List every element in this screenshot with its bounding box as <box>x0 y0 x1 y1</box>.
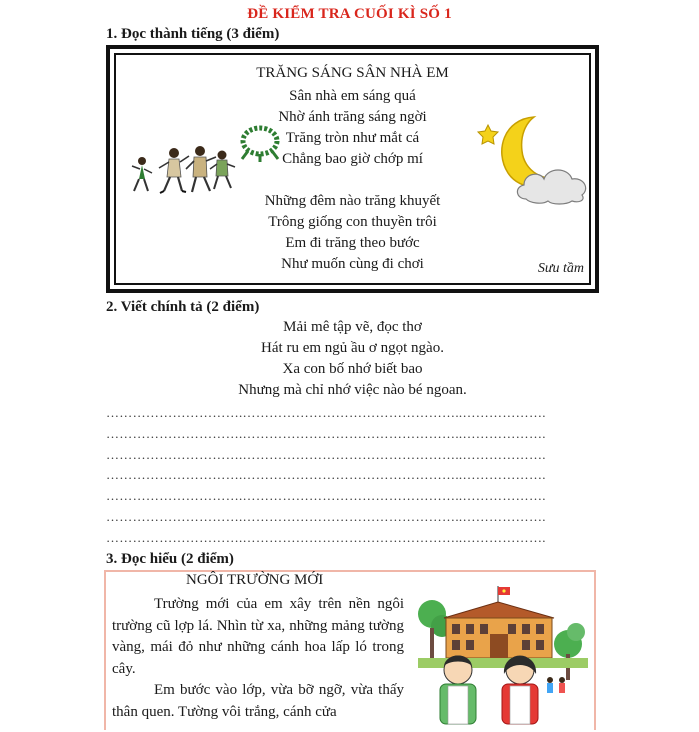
child-figure-icon <box>132 157 152 191</box>
dotted-writing-line[interactable]: ………………………….…………………………………………..………………. <box>106 529 546 545</box>
dotted-writing-line[interactable]: ………………………….…………………………………………..………………. <box>106 488 546 504</box>
poem-line: Chẳng bao giờ chớp mí <box>282 151 423 167</box>
poem-source: Sưu tầm <box>537 261 584 276</box>
school-illustration <box>418 584 588 732</box>
poem-inner-frame <box>114 53 591 285</box>
poem-title: TRĂNG SÁNG SÂN NHÀ EM <box>256 65 449 81</box>
poem-line: Những đêm nào trăng khuyết <box>264 193 441 209</box>
poem-line: Nhờ ánh trăng sáng ngời <box>278 109 427 125</box>
moon-cloud-illustration <box>468 111 598 206</box>
writing-area[interactable] <box>106 403 584 549</box>
dotted-writing-line[interactable]: ………………………….…………………………………………..………………. <box>106 467 546 483</box>
dictation-line: Xa con bố nhớ biết bao <box>282 361 423 377</box>
child-figure-icon <box>210 151 235 190</box>
child-figure-icon <box>186 146 216 192</box>
section1-heading: 1. Đọc thành tiếng (3 điểm) <box>106 26 280 42</box>
reading-paragraph: Em bước vào lớp, vừa bỡ ngỡ, vừa thấy thân quen. Tường vôi trắng, cánh cửa <box>112 682 404 720</box>
reading-passage <box>112 594 404 723</box>
dotted-writing-line[interactable]: ………………………….…………………………………………..………………. <box>106 425 546 441</box>
section2-heading: 2. Viết chính tả (2 điểm) <box>106 299 260 315</box>
dictation-line: Hát ru em ngủ ầu ơ ngọt ngào. <box>261 340 444 356</box>
dictation-line: Nhưng mà chỉ nhớ việc nào bé ngoan. <box>238 382 467 398</box>
grass-ring-icon <box>242 128 278 162</box>
ground <box>418 658 588 668</box>
reading-title: NGÔI TRƯỜNG MỚI <box>186 572 324 588</box>
dictation-line: Mải mê tập vẽ, đọc thơ <box>283 319 422 335</box>
star-icon <box>478 125 498 144</box>
dotted-writing-line[interactable]: ………………………….…………………………………………..………………. <box>106 508 546 524</box>
poem-line: Như muốn cùng đi chơi <box>281 256 424 272</box>
poem-frame <box>106 45 599 293</box>
reading-frame <box>104 570 596 730</box>
reading-paragraph: Trường mới của em xây trên nền ngôi trường cũ lợp lá. Nhìn từ xa, những mảng tường vàng, mái đỏ như những cánh hoa lấp ló trong cây. <box>112 596 404 677</box>
section3-heading: 3. Đọc hiểu (2 điểm) <box>106 551 234 567</box>
girl-student-icon <box>502 656 538 724</box>
child-figure-icon <box>159 148 189 193</box>
dotted-writing-line[interactable]: ………………………….…………………………………………..………………. <box>106 405 546 420</box>
boy-student-icon <box>440 656 476 725</box>
poem-line: Sân nhà em sáng quá <box>289 88 416 104</box>
children-running-illustration <box>130 113 280 213</box>
poem-line: Em đi trăng theo bước <box>285 235 420 251</box>
document-title: ĐỀ KIỂM TRA CUỐI KÌ SỐ 1 <box>247 6 452 22</box>
dotted-writing-line[interactable]: ………………………….…………………………………………..………………. <box>106 446 546 462</box>
small-children-icon <box>547 677 565 693</box>
dictation-text <box>106 317 599 401</box>
poem-line: Trông giống con thuyền trôi <box>268 214 437 230</box>
school-building-icon <box>444 602 554 658</box>
poem-line: Trăng tròn như mắt cá <box>285 130 420 146</box>
